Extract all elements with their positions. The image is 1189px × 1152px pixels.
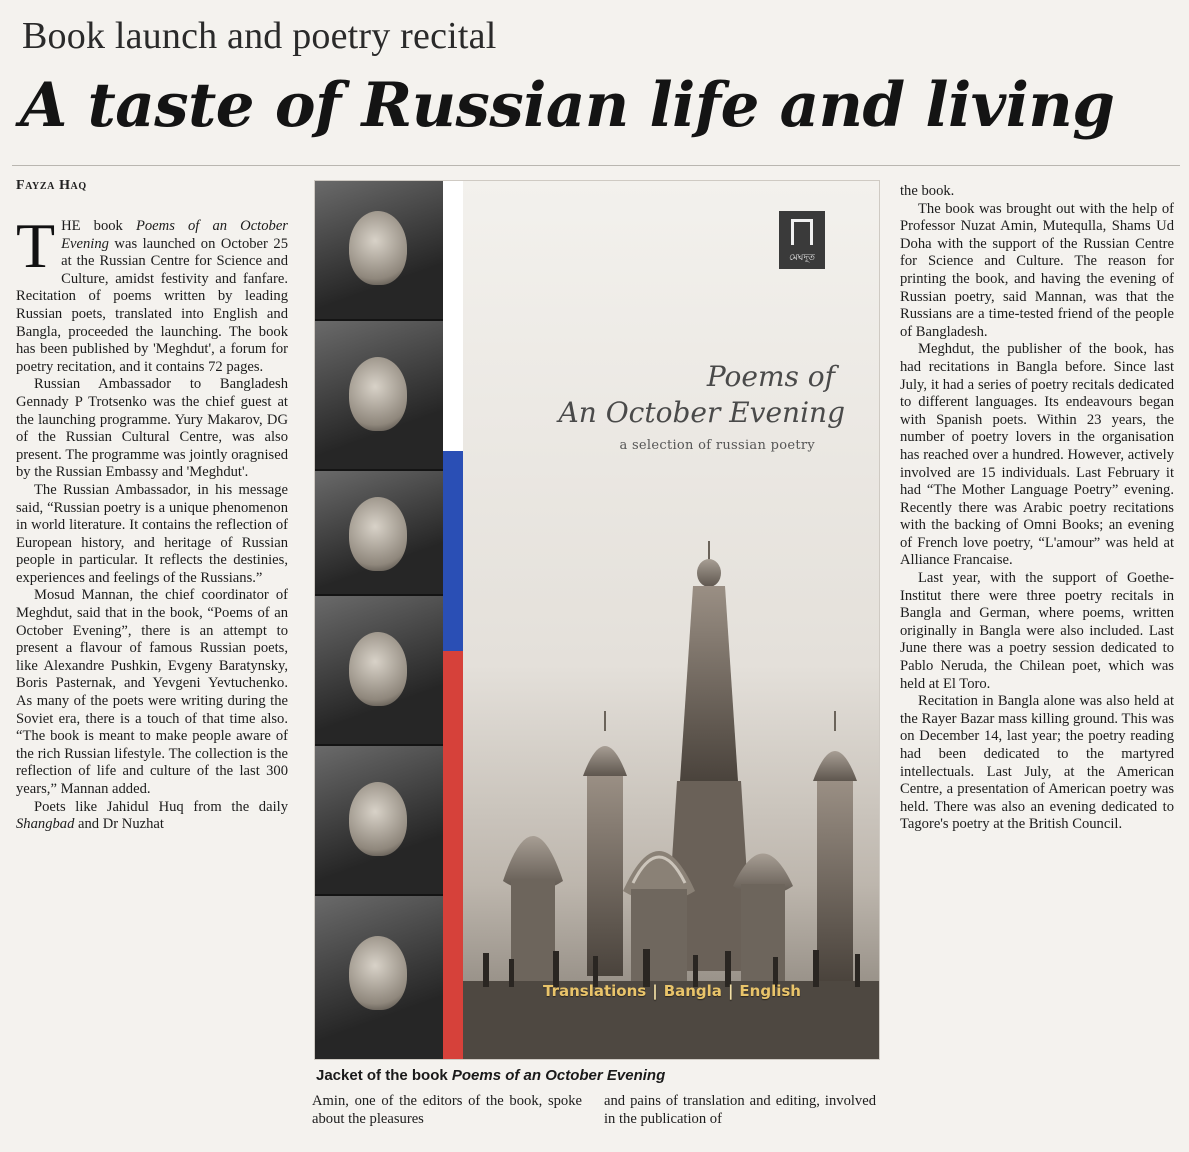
text-run: Poets like Jahidul Huq from the daily: [34, 798, 288, 815]
paragraph: Recitation in Bangla alone was also held at the Rayer Bazar mass killing ground. This was on December 14, last year; the poetry reading had been dedicated to the martyred intellectuals. Last July, at the American Centre, a presentation of American poetry was held. There was also an evening dedicated to Tagore's poetry at the British Council.: [900, 693, 1174, 833]
paragraph: Mosud Mannan, the chief coordinator of Meghdut, said that in the book, “Poems of an October Evening”, there is an attempt to present a flavour of famous Russian poets, like Alexandre Pushkin, Evgeny Baratynsky, Boris Pasternak, and Yevgeni Yevtuchenko. As many of the poets were writing during the Soviet era, there is a touch of that time also. “The book is meant to make people aware of the rich Russian lifestyle. The collection is the reflection of life and culture of the last 300 years,” Mannan added.: [16, 587, 288, 797]
paragraph: The book was brought out with the help of Professor Nuzat Amin, Mutequlla, Shams Ud Doha with the support of the Russian Centre for Science and Culture. The reason for printing the book, and having the evening of Russian poetry, said Mannan, was that the Russians are a time-tested friend of the people of Bangladesh.: [900, 200, 1174, 340]
book-title-italic: Poems of an October Evening: [61, 218, 288, 252]
newspaper-name-italic: Shangbad: [16, 816, 75, 833]
text-run: was launched on October 25 at the Russian Centre for Science and Culture, amidst festivity and fanfare. Recitation of poems written by leading Russian poets, translated into English and Bangla, proceeded the launching. The book has been published by 'Meghdut', a forum for poetry recitation, and it contains 72 pages.: [16, 235, 288, 375]
paragraph: Meghdut, the publisher of the book, has had recitations in Bangla before. Since last July, it had a series of poetry recitals dedicated to different languages. Its endeavours began with Spanish poets. Within 23 years, the number of poetry lovers in the organisation has reached over a hundred. However, actively involved are 15 individuals. Last February it had “The Mother Language Poetry” evening. Recently there was Arabic poetry recitations with the backing of Omni Books; an evening of French love poetry, “L'amour” was held at Alliance Francaise.: [900, 341, 1174, 569]
publisher-logo: [779, 211, 825, 269]
headline-rule: [12, 165, 1180, 166]
caption-text: Jacket of the book: [316, 1067, 452, 1084]
flag-stripe-white: [443, 181, 463, 451]
portrait: [315, 746, 443, 896]
byline: Fayza Haq: [16, 178, 87, 193]
flag-stripe-blue: [443, 451, 463, 651]
cover-title-line-2: An October Evening: [558, 396, 845, 429]
article-column-4: [900, 183, 1174, 1143]
cover-title-line-1: Poems of: [706, 360, 835, 393]
cover-language-bar: [463, 976, 880, 1006]
cover-bar-item: Translations: [543, 982, 647, 1000]
drop-cap: T: [16, 218, 56, 281]
flag-stripe-red: [443, 651, 463, 1060]
paragraph: Last year, with the support of Goethe-Institut there were three poetry recitals in Bangla and German, where poems, written originally in Bangla were also included. Last June there was a poetry session dedicated to Pablo Neruda, the Chilean poet, which was held at El Toro.: [900, 570, 1174, 692]
article-column-2: [312, 1093, 582, 1145]
paragraph: Russian Ambassador to Bangladesh Gennady P Trotsenko was the chief guest at the launching programme. Yury Makarov, DG of the Russian Cultural Centre, was also present. The programme was jointly oragnised by the Russian Embassy and 'Meghdut'.: [16, 376, 288, 481]
paragraph: The Russian Ambassador, in his message said, “Russian poetry is a unique phenomenon in world literature. It contains the reflection of European history, and heritage of Russian people in particular. It reflects the destinies, experiences and feelings of the Russians.”: [16, 481, 288, 586]
cover-bar-separator: |: [727, 982, 734, 1000]
article-column-3: [604, 1093, 876, 1145]
cover-bar-item: English: [739, 982, 801, 1000]
kicker: Book launch and poetry recital: [22, 15, 497, 57]
cover-bar-separator: |: [652, 982, 658, 1000]
cover-title: [505, 359, 845, 431]
book-cover-image: [314, 180, 880, 1060]
caption-title: Poems of an October Evening: [451, 1067, 666, 1084]
portrait: [315, 321, 443, 471]
publisher-logo-text: মেঘদূত: [789, 253, 815, 263]
cover-subtitle: a selection of russian poetry: [619, 438, 815, 453]
portrait: [315, 471, 443, 596]
photo-caption: [316, 1067, 876, 1084]
paragraph: [16, 799, 288, 834]
portrait: [315, 181, 443, 321]
headline: A taste of Russian life and living: [20, 70, 1115, 141]
paragraph: [16, 218, 288, 376]
paragraph: and pains of translation and editing, involved in the publication of: [604, 1093, 876, 1127]
portrait: [315, 896, 443, 1060]
paragraph: Amin, one of the editors of the book, spoke about the pleasures: [312, 1093, 582, 1127]
text-run: and Dr Nuzhat: [74, 816, 164, 833]
cover-bar-item: Bangla: [663, 982, 722, 1000]
portrait: [315, 596, 443, 746]
paragraph: the book.: [900, 183, 955, 199]
text-run: HE book: [61, 218, 136, 234]
article-column-1: [16, 218, 288, 1146]
